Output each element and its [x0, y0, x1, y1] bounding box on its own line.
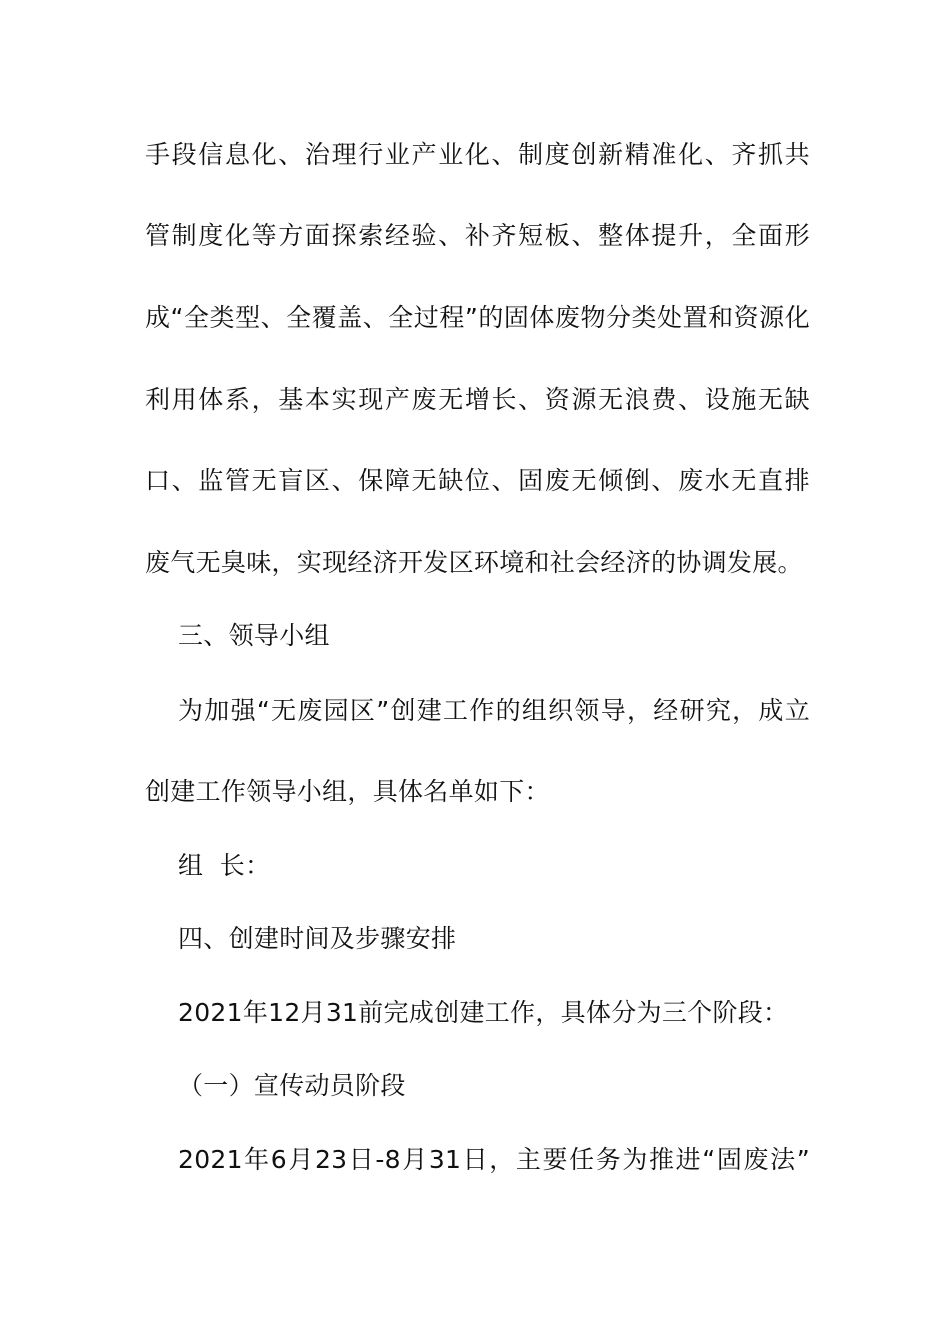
paragraph-2-line-1: 为加强“无废园区”创建工作的组织领导，经研究，成立 — [178, 696, 810, 725]
section-3-heading: 三、领导小组 — [178, 621, 330, 650]
paragraph-line-2: 管制度化等方面探索经验、补齐短板、整体提升，全面形 — [145, 221, 810, 250]
paragraph-line-3: 成“全类型、全覆盖、全过程”的固体废物分类处置和资源化 — [145, 303, 810, 332]
stage-1-text: 2021年6月23日-8月31日，主要任务为推进“固废法” — [178, 1145, 810, 1174]
paragraph-line-1: 手段信息化、治理行业产业化、制度创新精准化、齐抓共 — [145, 140, 810, 169]
paragraph-line-5: 口、监管无盲区、保障无缺位、固废无倾倒、废水无直排 — [145, 466, 810, 495]
group-leader-label: 组 长： — [178, 851, 271, 880]
schedule-intro: 2021年12月31前完成创建工作，具体分为三个阶段： — [178, 998, 789, 1027]
stage-1-heading: （一）宣传动员阶段 — [178, 1071, 406, 1100]
section-4-heading: 四、创建时间及步骤安排 — [178, 924, 457, 953]
paragraph-line-6: 废气无臭味，实现经济开发区环境和社会经济的协调发展。 — [145, 548, 803, 577]
paragraph-line-4: 利用体系，基本实现产废无增长、资源无浪费、设施无缺 — [145, 385, 810, 414]
paragraph-2-line-2: 创建工作领导小组，具体名单如下： — [145, 777, 550, 806]
